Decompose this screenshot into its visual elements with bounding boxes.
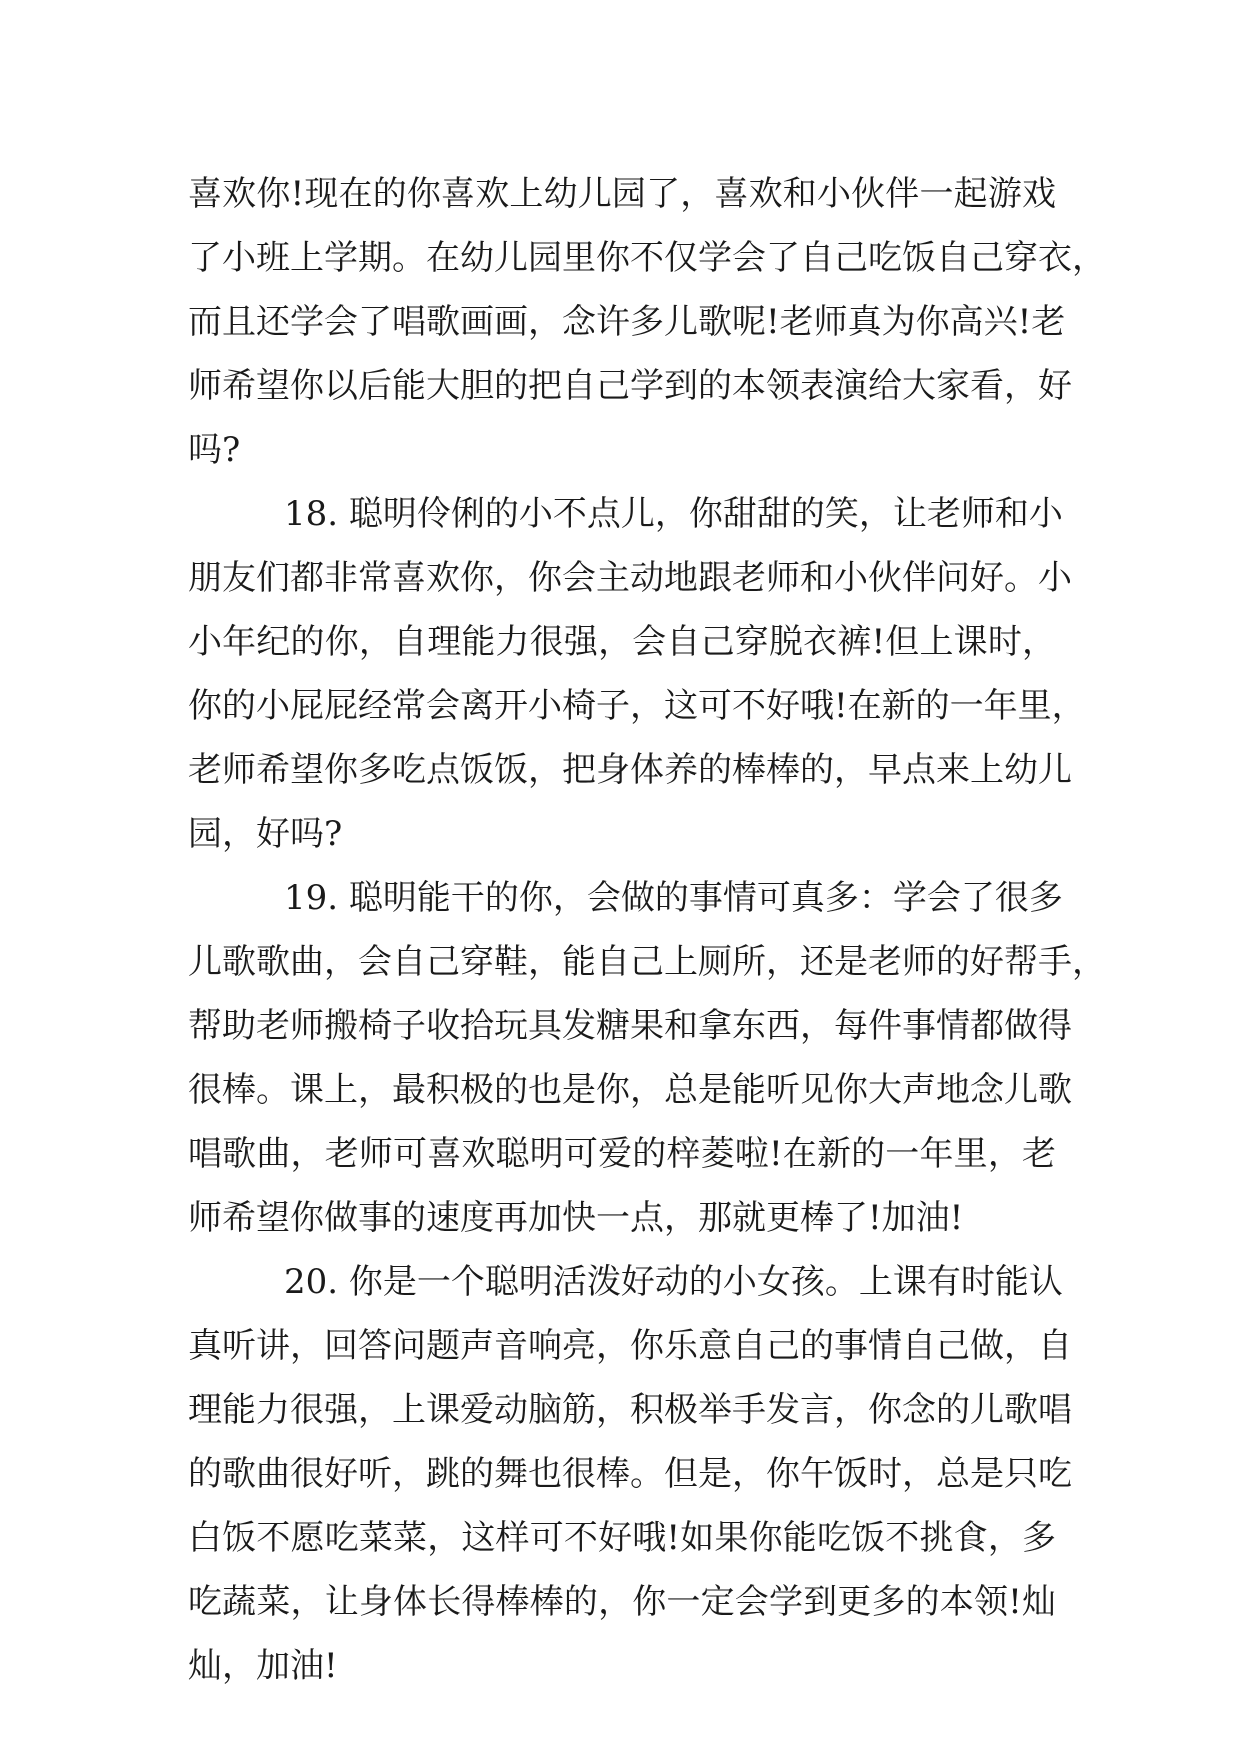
- paragraph-18-line-4: 你的小屁屁经常会离开小椅子，这可不好哦!在新的一年里，: [188, 686, 1086, 726]
- paragraph-1-line-1: 喜欢你!现在的你喜欢上幼儿园了，喜欢和小伙伴一起游戏: [188, 174, 1056, 214]
- paragraph-18-line-5: 老师希望你多吃点饭饭，把身体养的棒棒的，早点来上幼儿: [188, 750, 1072, 790]
- paragraph-20-line-6: 吃蔬菜，让身体长得棒棒的，你一定会学到更多的本领!灿: [188, 1582, 1056, 1622]
- paragraph-1-line-2: 了小班上学期。在幼儿园里你不仅学会了自己吃饭自己穿衣，: [188, 238, 1106, 278]
- paragraph-20-line-5: 白饭不愿吃菜菜，这样可不好哦!如果你能吃饭不挑食，多: [188, 1518, 1056, 1558]
- document-body: [188, 162, 1106, 1698]
- paragraph-19-line-6: 师希望你做事的速度再加快一点，那就更棒了!加油!: [188, 1198, 964, 1238]
- paragraph-1-line-4: 师希望你以后能大胆的把自己学到的本领表演给大家看，好: [188, 366, 1072, 406]
- paragraph-20-line-3: 理能力很强，上课爱动脑筋，积极举手发言，你念的儿歌唱: [188, 1390, 1072, 1430]
- paragraph-20-line-4: 的歌曲很好听，跳的舞也很棒。但是，你午饭时，总是只吃: [188, 1454, 1072, 1494]
- paragraph-18-line-1: 18. 聪明伶俐的小不点儿，你甜甜的笑，让老师和小: [284, 494, 1063, 534]
- paragraph-19-line-4: 很棒。课上，最积极的也是你，总是能听见你大声地念儿歌: [188, 1070, 1072, 1110]
- paragraph-18-line-6: 园，好吗?: [188, 814, 343, 854]
- paragraph-18-line-3: 小年纪的你，自理能力很强，会自己穿脱衣裤!但上课时，: [188, 622, 1056, 662]
- paragraph-1-line-3: 而且还学会了唱歌画画，念许多儿歌呢!老师真为你高兴!老: [188, 302, 1066, 342]
- paragraph-19-line-1: 19. 聪明能干的你，会做的事情可真多：学会了很多: [284, 878, 1063, 918]
- paragraph-20-line-2: 真听讲，回答问题声音响亮，你乐意自己的事情自己做，自: [188, 1326, 1072, 1366]
- paragraph-1-line-5: 吗?: [188, 430, 241, 470]
- paragraph-20-line-1: 20. 你是一个聪明活泼好动的小女孩。上课有时能认: [284, 1262, 1063, 1302]
- paragraph-19-line-2: 儿歌歌曲，会自己穿鞋，能自己上厕所，还是老师的好帮手，: [188, 942, 1106, 982]
- paragraph-19-line-3: 帮助老师搬椅子收拾玩具发糖果和拿东西，每件事情都做得: [188, 1006, 1072, 1046]
- paragraph-20-line-7: 灿，加油!: [188, 1646, 338, 1686]
- paragraph-18-line-2: 朋友们都非常喜欢你，你会主动地跟老师和小伙伴问好。小: [188, 558, 1072, 598]
- paragraph-19-line-5: 唱歌曲，老师可喜欢聪明可爱的梓菱啦!在新的一年里，老: [188, 1134, 1056, 1174]
